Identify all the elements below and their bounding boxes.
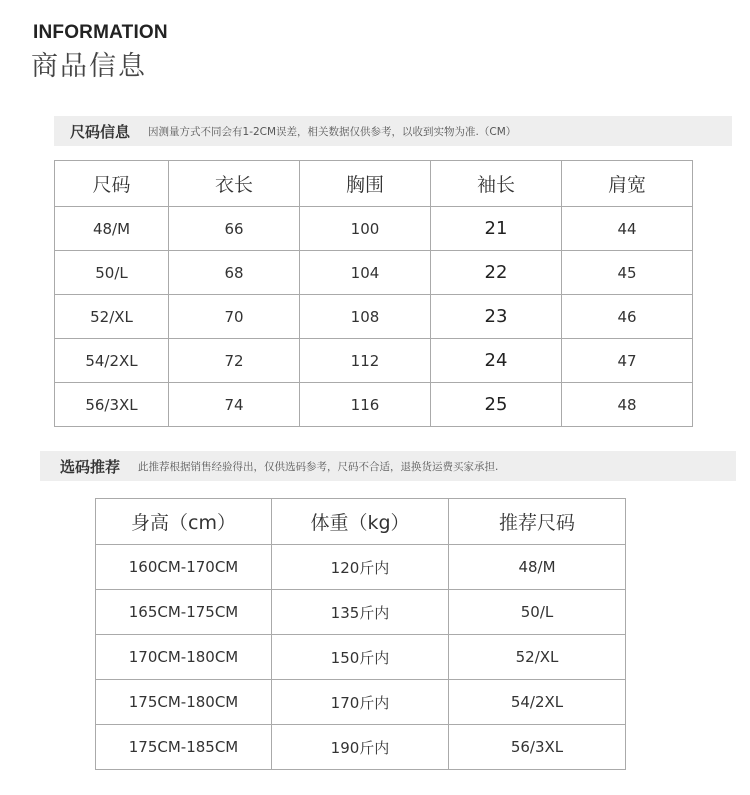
sleeve-cell: 23: [431, 295, 562, 339]
size-table-header-cell: 尺码: [55, 161, 169, 207]
table-row: [55, 251, 693, 295]
recommend-table-header-cell: 身高（cm）: [96, 499, 272, 545]
weight-cell: 150斤内: [272, 635, 449, 680]
recommend-table-header-row: [96, 499, 626, 545]
recommended-size-cell: 52/XL: [449, 635, 626, 680]
height-cell: 175CM-180CM: [96, 680, 272, 725]
chest-cell: 108: [300, 295, 431, 339]
header-title-en: INFORMATION: [33, 22, 168, 43]
sleeve-cell: 21: [431, 207, 562, 251]
recommend-bar: [40, 451, 736, 481]
sleeve-cell: 25: [431, 383, 562, 427]
table-row: [96, 680, 626, 725]
recommend-table: [95, 498, 626, 770]
size-info-bar: [54, 116, 732, 146]
shoulder-cell: 46: [562, 295, 693, 339]
table-row: [96, 545, 626, 590]
recommend-title: 选码推荐: [60, 457, 121, 476]
length-cell: 70: [169, 295, 300, 339]
recommended-size-cell: 56/3XL: [449, 725, 626, 770]
shoulder-cell: 45: [562, 251, 693, 295]
size-table: [54, 160, 693, 427]
shoulder-cell: 47: [562, 339, 693, 383]
recommend-table-header-cell: 体重（kg）: [272, 499, 449, 545]
table-row: [96, 590, 626, 635]
recommend-note: 此推荐根据销售经验得出，仅供选码参考，尺码不合适，退换货运费买家承担.: [138, 460, 499, 473]
size-cell: 48/M: [55, 207, 169, 251]
length-cell: 66: [169, 207, 300, 251]
weight-cell: 190斤内: [272, 725, 449, 770]
weight-cell: 135斤内: [272, 590, 449, 635]
height-cell: 165CM-175CM: [96, 590, 272, 635]
length-cell: 72: [169, 339, 300, 383]
table-row: [96, 725, 626, 770]
height-cell: 160CM-170CM: [96, 545, 272, 590]
size-table-header-cell: 袖长: [431, 161, 562, 207]
size-cell: 56/3XL: [55, 383, 169, 427]
size-table-header-cell: 肩宽: [562, 161, 693, 207]
sleeve-cell: 22: [431, 251, 562, 295]
chest-cell: 112: [300, 339, 431, 383]
size-table-header-row: [55, 161, 693, 207]
recommend-table-header-cell: 推荐尺码: [449, 499, 626, 545]
recommended-size-cell: 54/2XL: [449, 680, 626, 725]
chest-cell: 100: [300, 207, 431, 251]
height-cell: 170CM-180CM: [96, 635, 272, 680]
table-row: [96, 635, 626, 680]
recommended-size-cell: 48/M: [449, 545, 626, 590]
table-row: [55, 339, 693, 383]
size-cell: 52/XL: [55, 295, 169, 339]
size-table-header-cell: 胸围: [300, 161, 431, 207]
table-row: [55, 207, 693, 251]
header-title-cn: 商品信息: [31, 51, 147, 82]
recommended-size-cell: 50/L: [449, 590, 626, 635]
size-cell: 50/L: [55, 251, 169, 295]
shoulder-cell: 48: [562, 383, 693, 427]
weight-cell: 120斤内: [272, 545, 449, 590]
weight-cell: 170斤内: [272, 680, 449, 725]
sleeve-cell: 24: [431, 339, 562, 383]
size-info-title: 尺码信息: [70, 122, 131, 141]
table-row: [55, 383, 693, 427]
size-info-note: 因测量方式不同会有1-2CM误差，相关数据仅供参考，以收到实物为准.（CM）: [148, 125, 517, 138]
shoulder-cell: 44: [562, 207, 693, 251]
height-cell: 175CM-185CM: [96, 725, 272, 770]
table-row: [55, 295, 693, 339]
size-cell: 54/2XL: [55, 339, 169, 383]
size-table-header-cell: 衣长: [169, 161, 300, 207]
length-cell: 68: [169, 251, 300, 295]
chest-cell: 116: [300, 383, 431, 427]
chest-cell: 104: [300, 251, 431, 295]
length-cell: 74: [169, 383, 300, 427]
